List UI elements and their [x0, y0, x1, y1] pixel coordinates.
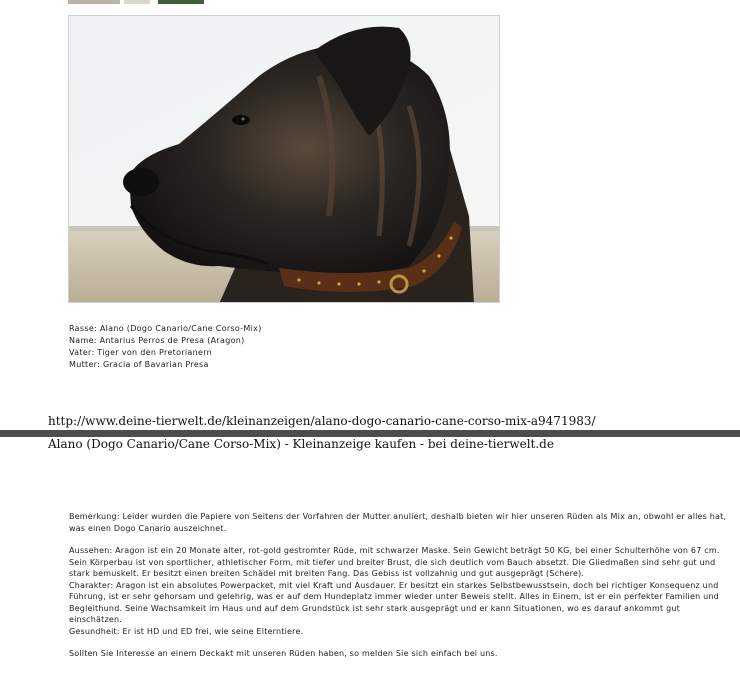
dog-details — [69, 323, 262, 371]
mother-label: Mutter: Gracia of Bavarian Presa — [69, 360, 209, 369]
description — [69, 511, 729, 671]
page-title: Alano (Dogo Canario/Cane Corso-Mix) - Kleinanzeige kaufen - bei deine-tierwelt.de — [48, 437, 554, 451]
thumbnail-3[interactable] — [158, 0, 204, 4]
father-label: Vater: Tiger von den Pretorianern — [69, 348, 213, 357]
source-url[interactable]: http://www.deine-tierwelt.de/kleinanzeigen/alano-dogo-canario-cane-corso-mix-a9471983/ — [48, 414, 596, 428]
breed-label: Rasse: Alano (Dogo Canario/Cane Corso-Mix) — [69, 324, 262, 333]
contact-paragraph: Sollten Sie Interesse an einem Deckakt mit unseren Rüden haben, so melden Sie sich einfach bei uns. — [69, 649, 498, 658]
thumbnail-strip — [68, 0, 204, 4]
divider-bar — [0, 430, 740, 437]
dog-photo — [68, 15, 500, 303]
remark-paragraph: Bemerkung: Leider wurden die Papiere von Seitens der Vorfahren der Mutter anuliert, deshalb bieten wir hier unseren Rüden als Mix an, obwohl er alles hat, was einen Dogo Canario auszeichnet. — [69, 512, 727, 533]
character-paragraph: Charakter: Aragon ist ein absolutes Powerpacket, mit viel Kraft und Ausdauer. Er besitzt ein starkes Selbstbewusstsein, doch bei richtiger Konsequenz und Führung, ist er sehr gehorsam und gelehrig, was er auf dem Hundeplatz immer wieder unter Beweis stellt. Alles in Einem, ist er ein perfekter Familien und Begleithund. Seine Wachsamkeit im Haus und auf dem Grundstück ist sehr stark ausgeprägt und er kann Situationen, wo es darauf ankommt gut einschätzen. — [69, 580, 719, 624]
thumbnail-2[interactable] — [124, 0, 150, 4]
appearance-paragraph: Aussehen: Aragon ist ein 20 Monate alter, rot-gold gestromter Rüde, mit schwarzer Maske. Sein Gewicht beträgt 50 KG, bei einer Schulterhöhe von 67 cm. Sein Körperbau ist von sportlicher, athletischer Form, mit tiefer und breiter Brust, die sich deutlich vom Bauch absetzt. Die Gliedmaßen sind sehr gut und stark bemuskelt. Er besitzt einen breiten Schädel mit breiten Fang. Das Gebiss ist vollzahnig und gut ausgeprägt (Schere). — [69, 546, 720, 578]
health-paragraph: Gesundheit: Er ist HD und ED frei, wie seine Elterntiere. — [69, 626, 304, 636]
name-label: Name: Antarius Perros de Presa (Aragon) — [69, 336, 245, 345]
thumbnail-1[interactable] — [68, 0, 120, 4]
